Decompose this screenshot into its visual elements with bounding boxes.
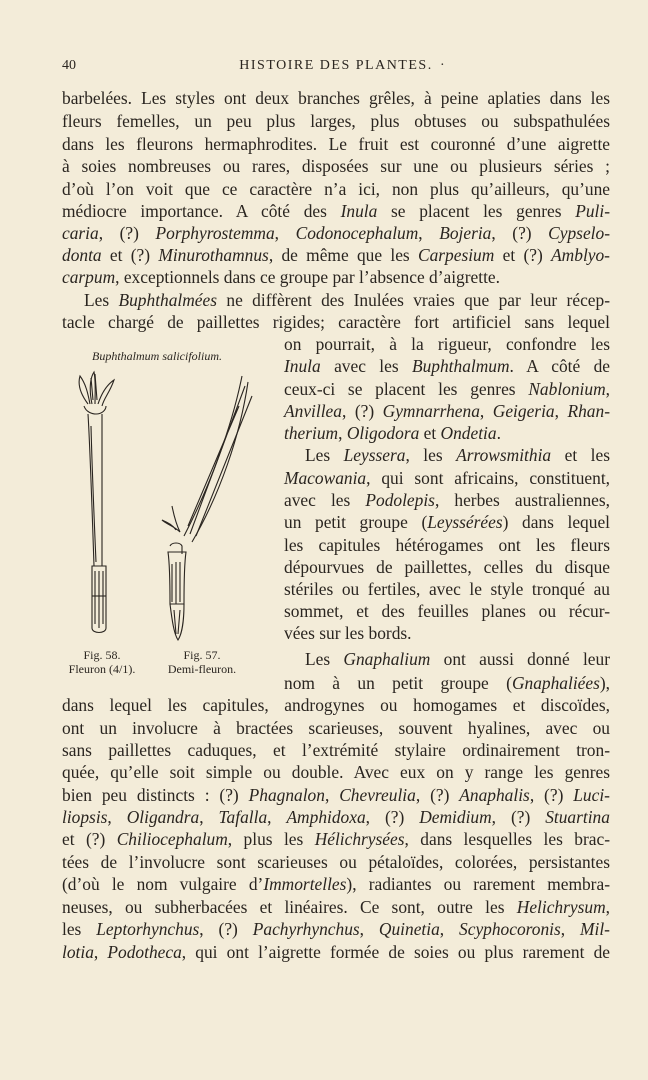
text-line: dépourvues de paillettes, celles du disque [284,557,610,577]
text-line: à soies nombreuses ou rares, disposées sur une ou plusieurs séries ; [62,156,610,176]
text-line: les capitules hétérogames ont les fleurs [284,535,610,555]
text-line: médiocre importance. A côté des Inula se placent les genres Puli- [62,201,610,221]
text-line: d’où l’on voit que ce caractère n’a ici, non plus qu’ailleurs, qu’une [62,179,610,199]
text-line: dans lequel les capitules, androgynes ou homogames et discoïdes, [62,695,610,715]
text-line: Les Buphthalmées ne diffèrent des Inulées vraies que par leur récep- [84,290,610,310]
running-title: HISTOIRE DES PLANTES. [239,58,433,73]
text-line: ceux-ci se placent les genres Nablonium, [284,379,610,399]
text-line: les Leptorhynchus, (?) Pachyrhynchus, Quinetia, Scyphocoronis, Mil- [62,919,610,939]
text-line: dans les fleurons hermaphrodites. Le fruit est couronné d’une aigrette [62,134,610,154]
text-line: Les Gnaphalium ont aussi donné leur [305,649,610,669]
botanical-figure [62,366,272,646]
text-line: stériles ou fertiles, avec le style tronqué au [284,579,610,599]
text-line: lotia, Podotheca, qui ont l’aigrette formée de soies ou plus rarement de [62,942,610,962]
text-line: avec les Podolepis, herbes australiennes, [284,490,610,510]
text-line: Les Leyssera, les Arrowsmithia et les [305,445,610,465]
fig-58-caption [62,648,142,676]
fig-58-number: Fig. 58. [83,648,121,662]
fig-57-caption [146,648,258,676]
fleuron-drawing [79,372,114,633]
text-line: neuses, ou subherbacées et linéaires. Ce sont, outre les Helichrysum, [62,897,610,917]
text-line: liopsis, Oligandra, Tafalla, Amphidoxa, (?) Demidium, (?) Stuartina [62,807,610,827]
text-line: on pourrait, à la rigueur, confondre les [284,334,610,354]
text-line: vées sur les bords. [284,623,412,643]
text-line: nom à un petit groupe (Gnaphaliées), [284,673,610,693]
text-line: tacle chargé de paillettes rigides; caractère fort artificiel sans lequel [62,312,610,332]
text-line: therium, Oligodora et Ondetia. [284,423,501,443]
fig-57-label: Demi-fleuron. [167,662,237,676]
text-line: Anvillea, (?) Gymnarrhena, Geigeria, Rhan- [284,401,610,421]
page-number: 40 [62,58,76,73]
header-dot: · [440,58,445,73]
text-line: bien peu distincts : (?) Phagnalon, Chevreulia, (?) Anaphalis, (?) Luci- [62,785,610,805]
demi-fleuron-drawing [162,376,252,640]
fig-58-label: Fleuron (4/1). [68,662,136,676]
text-line: quée, qu’elle soit simple ou double. Avec eux on y range les genres [62,762,610,782]
text-line: fleurs femelles, un peu plus larges, plus obtuses ou subspathulées [62,111,610,131]
text-line: donta et (?) Minurothamnus, de même que les Carpesium et (?) Amblyo- [62,245,610,265]
text-line: sans paillettes caduques, et l’extrémité stylaire ordinairement tron- [62,740,610,760]
text-line: un petit groupe (Leyssérées) dans lequel [284,512,610,532]
text-line: (d’où le nom vulgaire d’Immortelles), radiantes ou rarement membra- [62,874,610,894]
fig-57-number: Fig. 57. [183,648,221,662]
text-line: carpum, exceptionnels dans ce groupe par l’absence d’aigrette. [62,267,500,287]
text-line: sommet, et des feuilles planes ou récur- [284,601,610,621]
text-line: Macowania, qui sont africains, constituent, [284,468,610,488]
text-line: ont un involucre à bractées scarieuses, souvent hyalines, avec ou [62,718,610,738]
text-line: caria, (?) Porphyrostemma, Codonocephalum, Bojeria, (?) Cypselo- [62,223,610,243]
text-line: barbelées. Les styles ont deux branches grêles, à peine aplaties dans les [62,88,610,108]
text-line: tées de l’involucre sont scarieuses ou pétaloïdes, colorées, persistantes [62,852,610,872]
text-line: Inula avec les Buphthalmum. A côté de [284,356,610,376]
text-line: et (?) Chiliocephalum, plus les Hélichrysées, dans lesquelles les brac- [62,829,610,849]
page-header [62,58,610,78]
figure-title: Buphthalmum salicifolium. [92,349,222,363]
